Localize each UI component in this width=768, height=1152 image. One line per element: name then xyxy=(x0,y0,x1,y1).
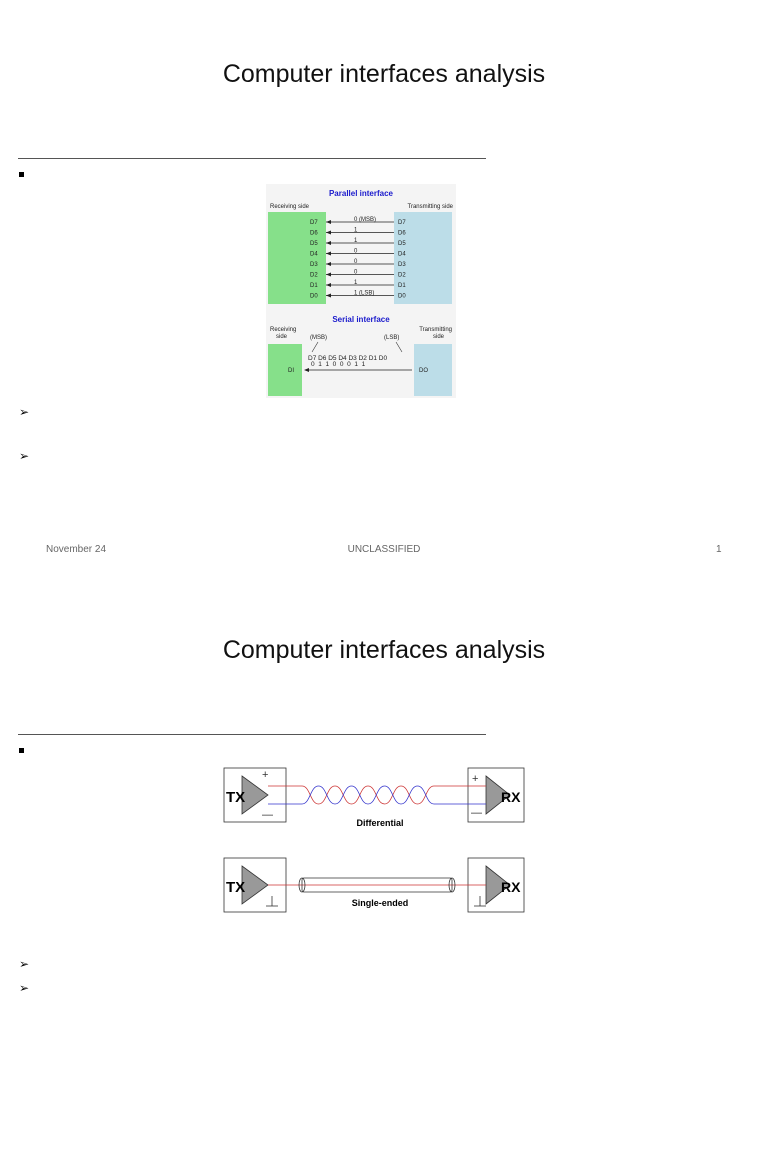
receiving-pin-label: D6 xyxy=(310,230,318,237)
parallel-serial-interface-figure xyxy=(266,184,456,398)
serial-interface-title: Serial interface xyxy=(332,315,390,324)
bit-value: 0 xyxy=(354,248,358,255)
transmitting-side-label: Transmitting side xyxy=(407,204,453,210)
title-rule xyxy=(18,734,486,735)
bit-value: 1 xyxy=(354,280,358,286)
transmitting-pin-label: D6 xyxy=(398,230,406,237)
do-label: DO xyxy=(419,368,428,374)
bit-value: 1 (LSB) xyxy=(354,290,375,297)
arrow-bullet: ➢ xyxy=(19,405,30,419)
serial-bit-values: 0 1 1 0 0 0 1 1 xyxy=(311,361,366,368)
differential-label: Differential xyxy=(356,818,404,828)
square-bullet xyxy=(19,172,24,177)
minus-sign: — xyxy=(262,809,273,821)
receiving-pin-label: D4 xyxy=(310,251,318,258)
transmitting-pin-label: D0 xyxy=(398,293,406,300)
slide-title: Computer interfaces analysis xyxy=(222,636,546,664)
footer-date: November 24 xyxy=(46,544,107,555)
slide-2 xyxy=(0,576,768,1152)
bit-value: 0 (MSB) xyxy=(354,217,377,223)
receiving-pin-label: D5 xyxy=(310,241,318,247)
tx-label: TX xyxy=(226,789,246,806)
receiving-pin-label: D2 xyxy=(310,272,318,279)
rx-label: RX xyxy=(501,789,521,805)
di-label: DI xyxy=(288,368,294,374)
square-bullet xyxy=(19,748,24,753)
footer-page-number: 1 xyxy=(716,544,722,555)
lsb-label: (LSB) xyxy=(384,335,400,341)
bit-value: 0 xyxy=(354,269,358,276)
bit-value: 1 xyxy=(354,238,358,244)
receiving-pin-label: D0 xyxy=(310,293,318,300)
minus-sign: — xyxy=(471,807,482,819)
arrow-bullet: ➢ xyxy=(19,449,30,463)
transmitting-pin-label: D4 xyxy=(398,251,406,258)
transmitting-pin-label: D2 xyxy=(398,272,406,279)
bit-value: 0 xyxy=(354,259,358,265)
rx-label: RX xyxy=(501,879,521,895)
serial-receiving-box xyxy=(268,344,302,396)
footer-classification: UNCLASSIFIED xyxy=(347,544,421,555)
arrow-bullet: ➢ xyxy=(19,957,30,971)
receiving-pin-label: D3 xyxy=(310,262,318,268)
transmitting-pin-label: D1 xyxy=(398,283,406,289)
tx-label: TX xyxy=(226,879,246,896)
differential-single-ended-figure xyxy=(220,766,530,916)
arrow-bullet: ➢ xyxy=(19,981,30,995)
msb-label: (MSB) xyxy=(310,335,327,341)
serial-receiving-label-2: side xyxy=(276,334,288,340)
transmitting-pin-label: D7 xyxy=(398,220,406,226)
single-ended-label: Single-ended xyxy=(351,898,409,908)
serial-transmitting-label-2: side xyxy=(432,334,444,340)
receiving-pin-label: D1 xyxy=(310,283,318,289)
plus-sign: + xyxy=(262,769,269,781)
slide-title: Computer interfaces analysis xyxy=(222,60,546,88)
title-rule xyxy=(18,158,486,159)
bit-value: 1 xyxy=(354,227,358,234)
serial-bit-labels: D7 D6 D5 D4 D3 D2 D1 D0 xyxy=(308,355,388,362)
parallel-interface-title: Parallel interface xyxy=(328,189,394,198)
transmitting-pin-label: D5 xyxy=(398,241,406,247)
transmitting-pin-label: D3 xyxy=(398,262,406,268)
receiving-side-label: Receiving side xyxy=(270,204,310,210)
receiving-pin-label: D7 xyxy=(310,220,318,226)
serial-receiving-label: Receiving xyxy=(270,327,297,333)
plus-sign: + xyxy=(472,773,479,785)
serial-transmitting-label: Transmitting xyxy=(419,327,452,333)
